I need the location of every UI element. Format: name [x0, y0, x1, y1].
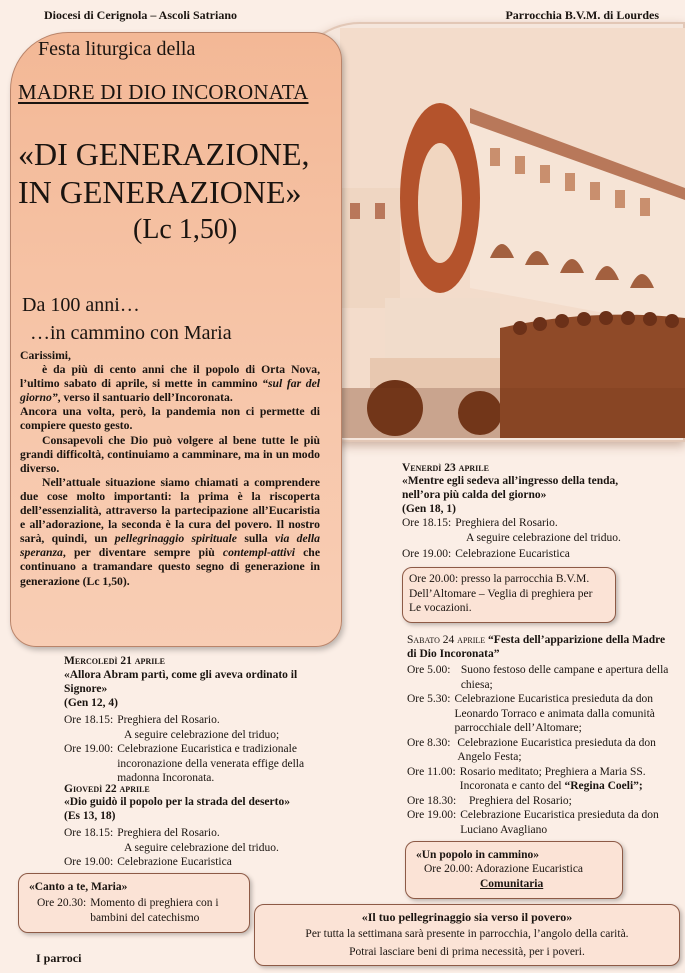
schedule-row — [64, 742, 326, 786]
parish-header: Parrocchia B.V.M. di Lourdes — [505, 8, 659, 22]
cammino-con-maria: …in cammino con Maria — [30, 322, 232, 344]
schedule-row — [64, 826, 326, 841]
schedule-row — [407, 765, 669, 794]
schedule-text: Preghiera del Rosario; — [469, 794, 572, 807]
letter-emphasis: pellegrinaggio spirituale — [114, 532, 237, 546]
schedule-text: Preghiera del Rosario. — [117, 714, 220, 726]
procession-photo-illustration — [340, 28, 685, 438]
thursday-quote: «Dio guidò il popolo per la strada del deserto» — [64, 796, 290, 808]
quote-line-2: IN GENERAZIONE» — [18, 174, 302, 210]
schedule-time: Ore 19.00: — [407, 809, 457, 821]
schedule-time: Ore 19.00: — [64, 856, 114, 868]
schedule-text: Celebrazione Eucaristica presieduta da don Leonardo Torraco e animata dalla comunità parrocchiale dell’Altomare; — [454, 693, 655, 734]
popolo-underline: Comunitaria — [480, 877, 544, 890]
povero-line-2: Potrai lasciare beni di prima necessità, per i poveri. — [349, 945, 585, 958]
schedule-time: Ore 8.30: — [407, 736, 451, 749]
wednesday-title: Mercoledì 21 aprile — [64, 655, 166, 667]
povero-title: «Il tuo pellegrinaggio sia verso il povero» — [361, 910, 573, 924]
veglia-line-1: Ore 20.00: presso la parrocchia B.V.M. — [409, 573, 590, 585]
veglia-line-3: Le vocazioni. — [409, 602, 472, 614]
letter-text-span: sulla — [237, 532, 276, 546]
saturday-heading — [407, 633, 669, 661]
cento-anni: Da 100 anni… — [22, 294, 140, 316]
letter-text — [20, 349, 320, 589]
schedule-row — [407, 692, 669, 736]
schedule-row — [64, 855, 326, 870]
schedule-time: Ore 18.15: — [64, 827, 114, 839]
popolo-title: «Un popolo in cammino» — [416, 849, 540, 861]
thursday-block — [64, 783, 326, 870]
thursday-title: Giovedì 22 aprile — [64, 783, 150, 795]
letter-emphasis: “sul far del giorno” — [20, 377, 321, 405]
schedule-row — [407, 808, 669, 837]
letter-paragraph-1 — [20, 363, 320, 405]
signature: I parroci — [36, 951, 82, 965]
popolo-box — [405, 841, 623, 899]
schedule-time: Ore 18.15: — [64, 714, 114, 726]
povero-box — [254, 904, 680, 966]
thursday-ref: (Es 13, 18) — [64, 810, 116, 822]
letter-paragraph-4 — [20, 476, 320, 589]
schedule-time: Ore 5.00: — [407, 664, 451, 676]
letter-text-span: è da più di cento anni che il popolo di Orta Nova, l’ultimo sabato di aprile, si mette in cammino — [20, 363, 320, 391]
schedule-text: Rosario meditato; Preghiera a Maria SS. Incoronata e canto del — [459, 765, 646, 792]
quote-line-1: «DI GENERAZIONE, — [18, 136, 310, 172]
letter-paragraph-2: Ancora una volta, però, la pandemia non ci permette di compiere questo gesto. — [20, 405, 320, 433]
procession-photo — [340, 28, 685, 438]
schedule-time: Ore 18.15: — [402, 517, 452, 529]
saturday-block — [407, 633, 669, 837]
schedule-time: Ore 11.00: — [407, 765, 456, 778]
schedule-text: Celebrazione Eucaristica presieduta da don Luciano Avagliano — [460, 809, 659, 836]
schedule-row — [407, 663, 669, 692]
schedule-text: Celebrazione Eucaristica — [117, 856, 232, 868]
saturday-quote: “Festa dell’apparizione della Madre di Dio Incoronata” — [407, 634, 666, 660]
schedule-row — [29, 896, 239, 925]
letter-text-span: che continuano a tramandare questo segno di generazione in generazione (Lc 1,50). — [20, 546, 320, 588]
friday-block — [402, 462, 652, 562]
schedule-row — [64, 713, 326, 728]
quote-title — [18, 135, 310, 211]
friday-title: Venerdì 23 aprile — [402, 462, 489, 474]
schedule-row — [407, 794, 669, 809]
schedule-time: Ore 18.30: — [407, 794, 457, 807]
schedule-text: Preghiera del Rosario. — [455, 517, 558, 529]
letter-paragraph-3: Consapevoli che Dio può volgere al bene tutte le più grandi difficoltà, continuiamo a camminare, ma in un modo diverso. — [20, 433, 320, 475]
letter-emphasis: contempl-attivi — [222, 546, 295, 560]
schedule-text-wrap — [456, 765, 669, 794]
scripture-reference: (Lc 1,50) — [133, 214, 238, 245]
schedule-row — [407, 736, 669, 765]
letter-text-span: Nell’attuale situazione siamo chiamati a comprendere due cose molto importanti: la prima è la riscoperta dell’essenzialità, attraverso la partecipazione all’Eucaristia e all’adorazione, la seconda è la cura del povero. Il nostro sarà, quindi, un — [20, 475, 320, 546]
letter-salutation: Carissimi, — [20, 349, 71, 362]
wednesday-block — [64, 655, 326, 786]
friday-quote: «Mentre egli sedeva all’ingresso della tenda, nell’ora più calda del giorno» — [402, 475, 619, 501]
schedule-row — [402, 547, 652, 562]
schedule-text: Celebrazione Eucaristica — [455, 548, 570, 560]
veglia-box — [402, 567, 616, 623]
schedule-text: Suono festoso delle campane e apertura della chiesa; — [460, 664, 669, 691]
popolo-line: Ore 20.00: Adorazione Eucaristica — [424, 863, 584, 875]
schedule-text: A seguire celebrazione del triduo. — [124, 841, 279, 854]
letter-text-span: , per diventare sempre più — [62, 546, 223, 560]
letter-emphasis: via della speranza — [20, 532, 321, 560]
schedule-time: Ore 5.30: — [407, 693, 451, 705]
schedule-text: Celebrazione Eucaristica e tradizionale incoronazione della venerata effige della madonna Incoronata. — [117, 743, 305, 784]
schedule-row — [402, 516, 652, 531]
friday-ref: (Gen 18, 1) — [402, 503, 456, 515]
regina-coeli: “Regina Coeli”; — [564, 780, 643, 792]
wednesday-quote: «Allora Abram partì, come gli aveva ordinato il Signore» — [64, 669, 298, 695]
schedule-time: Ore 20.30: — [37, 897, 87, 909]
diocese-header: Diocesi di Cerignola – Ascoli Satriano — [44, 8, 237, 22]
festa-heading: Festa liturgica della — [38, 38, 196, 60]
schedule-time: Ore 19.00: — [64, 743, 114, 755]
schedule-time: Ore 19.00: — [402, 548, 452, 560]
madre-heading: MADRE DI DIO INCORONATA — [18, 80, 309, 104]
schedule-text: Celebrazione Eucaristica presieduta da don Angelo Festa; — [457, 736, 656, 763]
letter-text-span: , verso il santuario dell’Incoronata. — [57, 391, 233, 405]
schedule-text: A seguire celebrazione del triduo; — [124, 728, 280, 741]
veglia-line-2: Dell’Altomare – Veglia di preghiera per — [409, 587, 593, 600]
wednesday-ref: (Gen 12, 4) — [64, 697, 118, 709]
schedule-text: Momento di preghiera con i bambini del catechismo — [90, 897, 219, 924]
schedule-text: A seguire celebrazione del triduo. — [466, 531, 621, 544]
schedule-text: Preghiera del Rosario. — [117, 827, 220, 839]
canto-box — [18, 873, 250, 933]
saturday-title: Sabato 24 aprile — [407, 634, 486, 646]
canto-title: «Canto a te, Maria» — [29, 881, 128, 893]
povero-line-1: Per tutta la settimana sarà presente in parrocchia, l’angolo della carità. — [305, 928, 629, 940]
